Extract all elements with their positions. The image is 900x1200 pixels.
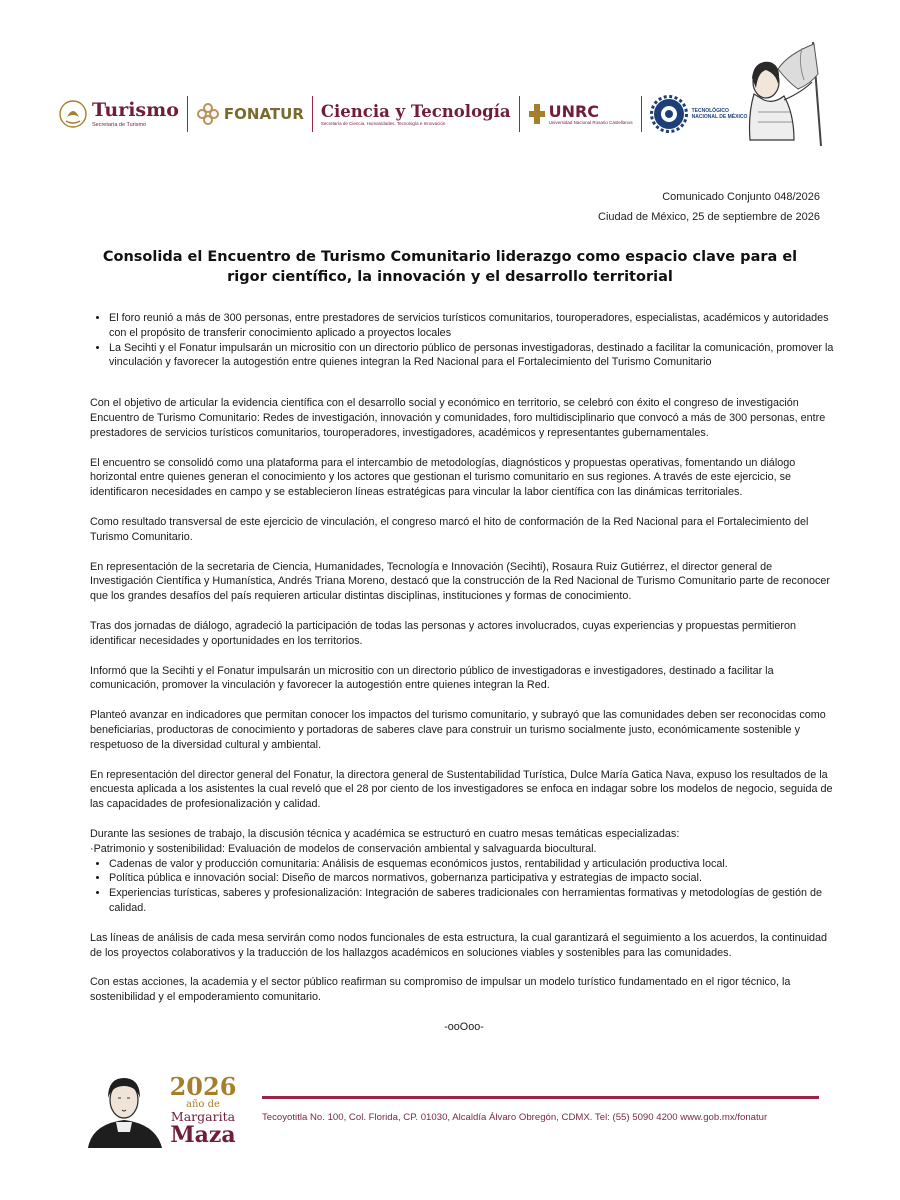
body-paragraph: En representación del director general del Fonatur, la directora general de Sustentabilidad Turística, Dulce María Gatica Nava, expuso los resultados de la encuesta aplicada a los asistentes la cual reveló que el 28 por ciento de los investigadores se enfoca en indagar sobre los modelos de negocio, seguida de las capacidades de profesionalización y calidad.	[90, 768, 833, 811]
unrc-logo	[528, 103, 633, 125]
logo-divider	[641, 96, 642, 132]
tecnm-gear-icon	[650, 95, 688, 133]
tecnm-line1: TECNOLÓGICO	[691, 108, 729, 114]
mesa-item-first: ·Patrimonio y sostenibilidad: Evaluación de modelos de conservación ambiental y salvaguarda biocultural.	[90, 842, 597, 855]
ciencia-logo	[321, 103, 511, 126]
fonatur-flower-icon	[196, 102, 220, 126]
document-body	[90, 311, 838, 1035]
body-paragraph: Informó que la Secihti y el Fonatur impulsarán un micrositio con un directorio público de investigadoras e investigadores, destinado a facilitar la comunicación, promover la vinculación y favorecer la autogestión entre quienes integran la Red.	[90, 664, 774, 692]
mesa-item: • Cadenas de valor y producción comunitaria: Análisis de esquemas económicos justos, rentabilidad y articulación productiva local.	[109, 857, 838, 872]
communique-place-date: Ciudad de México, 25 de septiembre de 2026	[598, 211, 820, 223]
document-title: Consolida el Encuentro de Turismo Comunitario liderazgo como espacio clave para el rigor científico, la innovación y el desarrollo territorial	[102, 249, 798, 285]
communique-meta	[598, 187, 820, 227]
ciencia-subtitle: Secretaría de Ciencia, Humanidades, Tecnología e Innovación	[320, 120, 446, 126]
ciencia-wordmark: Ciencia y Tecnología	[320, 101, 511, 121]
end-mark: -ooOoo-	[444, 1020, 484, 1033]
eagle-seal-icon	[58, 97, 88, 131]
footer-address: Tecoyotitla No. 100, Col. Florida, CP. 01030, Alcaldía Álvaro Obregón, CDMX. Tel: (55) 5090 4200 www.gob.mx/fonatur	[262, 1112, 768, 1123]
fonatur-wordmark: FONATUR	[223, 105, 304, 123]
turismo-logo	[58, 97, 179, 131]
tecnm-line2: NACIONAL DE MÉXICO	[691, 114, 748, 120]
year-subtitle: año de	[186, 1099, 220, 1110]
body-paragraph: Tras dos jornadas de diálogo, agradeció la participación de todas las personas y actores involucrados, cuyas experiencias y propuestas permitieron identificar necesidades y oportunidades en los territorios.	[90, 619, 796, 647]
highlight-item: • La Secihti y el Fonatur impulsarán un micrositio con un directorio público de personas investigadoras, destinado a facilitar la comunicación, promover la vinculación y favorecer la autogestión entre quienes integran la Red Nacional para el Fortalecimiento del Turismo Comunitario	[109, 341, 838, 371]
body-paragraph: Con el objetivo de articular la evidencia científica con el desarrollo social y económico en territorio, se celebró con éxito el congreso de investigación Encuentro de Turismo Comunitario: Redes de investigación, innovación y comunidades, foro multidisciplinario que convocó a más de 300 personas, entre prestadores de servicios turísticos comunitarios, touroperadores, investigadores, académicos y representantes gubernamentales.	[90, 397, 826, 439]
mesa-item: • Política pública e innovación social: Diseño de marcos normativos, gobernanza participativa y estrategias de impacto social.	[109, 871, 838, 886]
footer-rule	[262, 1096, 819, 1099]
body-paragraph: Planteó avanzar en indicadores que permitan conocer los impactos del turismo comunitario, y subrayó que las comunidades deben ser reconocidas como beneficiarias, productoras de conocimiento y portadoras de saberes clave para construir un turismo socialmente justo, económicamente sostenible y respetuoso de la diversidad cultural y ambiental.	[90, 709, 826, 751]
logo-divider	[519, 96, 520, 132]
mesas-intro: Durante las sesiones de trabajo, la discusión técnica y académica se estructuró en cuatro mesas temáticas especializadas:	[90, 827, 680, 840]
mesas-list	[90, 857, 838, 916]
margarita-maza-portrait	[82, 1072, 166, 1148]
heroine-flag-illustration	[718, 34, 838, 154]
body-paragraph: Como resultado transversal de este ejercicio de vinculación, el congreso marcó el hito de conformación de la Red Nacional para el Fortalecimiento del Turismo Comunitario.	[90, 515, 809, 543]
turismo-subtitle: Secretaría de Turismo	[92, 121, 147, 128]
unrc-subtitle: Universidad Nacional Rosario Castellanos	[548, 119, 633, 125]
year-number: 2026	[169, 1072, 237, 1101]
closing-paragraph: Las líneas de análisis de cada mesa servirán como nodos funcionales de esta estructura, la cual garantizará el seguimiento a los acuerdos, la continuidad de los proyectos colaborativos y la traducción de los hallazgos académicos en soluciones viables y sostenibles para las comunidades.	[90, 931, 828, 959]
mesa-item: • Experiencias turísticas, saberes y profesionalización: Integración de saberes tradicionales con herramientas formativas y metodologías de gestión de calidad.	[109, 886, 838, 916]
unrc-wordmark: UNRC	[548, 101, 600, 121]
highlight-item: • El foro reunió a más de 300 personas, entre prestadores de servicios turísticos comunitarios, touroperadores, especialistas, académicos y autoridades con el propósito de transferir conocimiento aplicado a proyectos locales	[109, 311, 838, 341]
unrc-emblem-icon	[528, 103, 546, 125]
body-paragraph: En representación de la secretaria de Ciencia, Humanidades, Tecnología e Innovación (Secihti), Rosaura Ruiz Gutiérrez, el director general de Investigación Científica y Humanística, Andrés Triana Moreno, destacó que la construcción de la Red Nacional de Turismo Comunitario parte de reconocer que los grandes desafíos del país requieren articular distintas disciplinas, instituciones y formas de conocimiento.	[90, 560, 830, 603]
closing-paragraph: Con estas acciones, la academia y el sector público reafirman su compromiso de impulsar un modelo turístico fundamentado en el rigor técnico, la sostenibilidad y el empoderamiento comunitario.	[90, 976, 791, 1004]
highlights-list	[90, 311, 838, 370]
logo-divider	[187, 96, 188, 132]
year-name-first: Margarita	[170, 1109, 236, 1124]
body-paragraph: El encuentro se consolidó como una plataforma para el intercambio de metodologías, diagnósticos y propuestas operativas, fomentando un diálogo horizontal entre quienes generan el conocimiento y los actores que gestionan el turismo comunitario en sus regiones. A través de este ejercicio, se identificaron necesidades en campo y se establecieron líneas estratégicas para vincular la labor científica con las dinámicas territoriales.	[90, 456, 796, 499]
communique-number: Comunicado Conjunto 048/2026	[662, 191, 820, 203]
turismo-wordmark: Turismo	[92, 98, 179, 121]
fonatur-logo	[196, 102, 304, 126]
logo-divider	[312, 96, 313, 132]
year-emblem	[163, 1072, 243, 1148]
year-name-last: Maza	[170, 1122, 236, 1148]
partner-logos	[58, 92, 747, 136]
